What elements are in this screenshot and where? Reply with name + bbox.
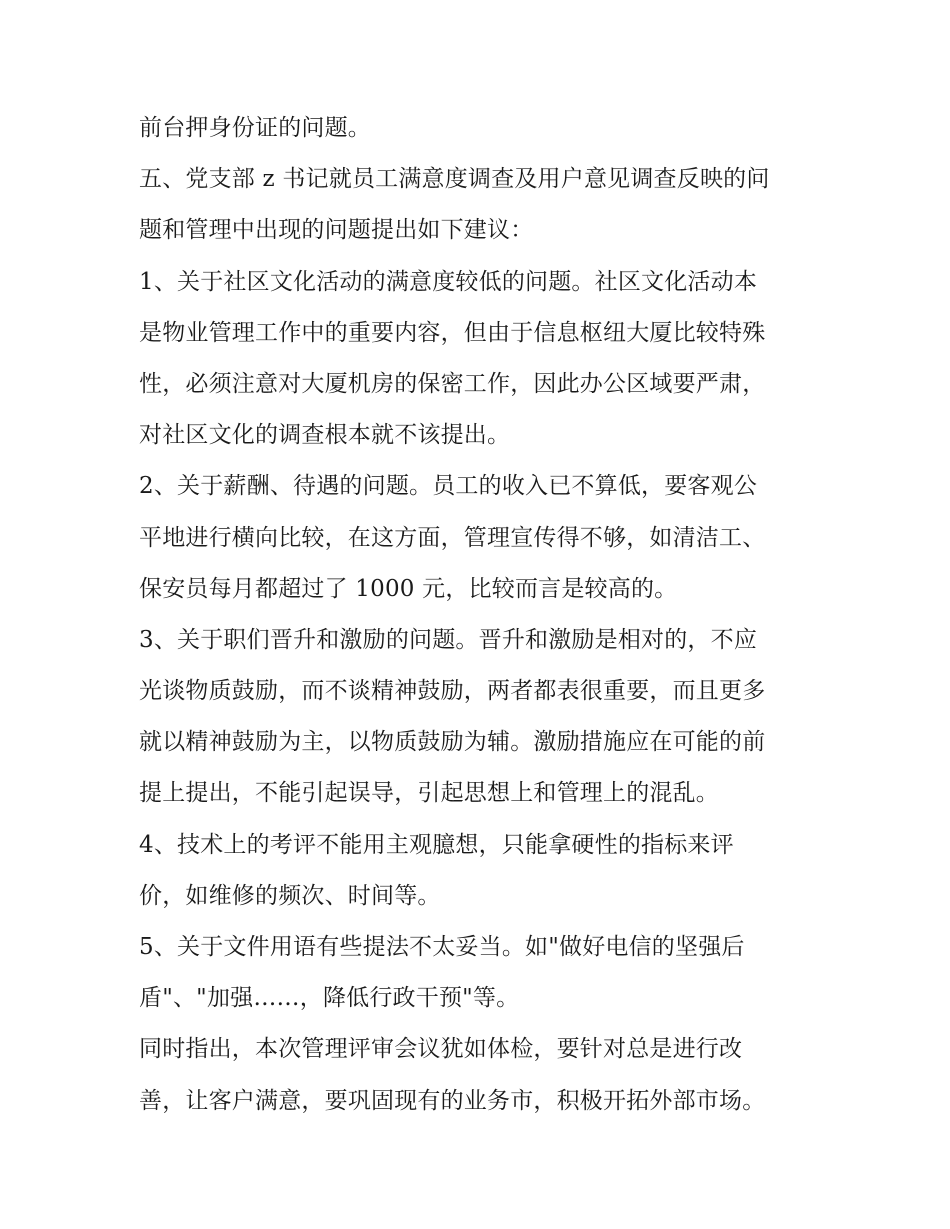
text-line: 题和管理中出现的问题提出如下建议： [139,217,534,244]
text-line: 是物业管理工作中的重要内容，但由于信息枢纽大厦比较特殊 [139,319,766,346]
text-line: 价，如维修的频次、时间等。 [139,882,441,909]
text-line: 平地进行横向比较，在这方面，管理宣传得不够，如清洁工、 [139,524,766,551]
text-line: 2、关于薪酬、待遇的问题。员工的收入已不算低，要客观公 [139,473,758,500]
text-line: 前台押身份证的问题。 [139,115,371,141]
text-line: 保安员每月都超过了 1000 元，比较而言是较高的。 [139,575,678,602]
text-line: 同时指出，本次管理评审会议犹如体检，要针对总是进行改 [139,1036,743,1063]
text-line: 盾"、"加强……，降低行政干预"等。 [139,985,520,1012]
text-line: 1、关于社区文化活动的满意度较低的问题。社区文化活动本 [139,268,758,295]
text-line: 光谈物质鼓励，而不谈精神鼓励，两者都表很重要，而且更多 [139,678,766,705]
text-line: 五、党支部 z 书记就员工满意度调查及用户意见调查反映的问 [139,166,770,193]
text-line: 对社区文化的调查根本就不该提出。 [139,422,511,449]
text-line: 性，必须注意对大厦机房的保密工作，因此办公区域要严肃， [139,370,766,397]
text-line: 3、关于职们晋升和激励的问题。晋升和激励是相对的，不应 [139,626,758,653]
text-line: 就以精神鼓励为主，以物质鼓励为辅。激励措施应在可能的前 [139,729,766,756]
text-line: 5、关于文件用语有些提法不太妥当。如"做好电信的坚强后 [139,934,745,960]
document-body [139,103,829,1127]
text-line: 提上提出，不能引起误导，引起思想上和管理上的混乱。 [139,780,719,807]
text-line: 善，让客户满意，要巩固现有的业务市，积极开拓外部市场。 [139,1087,766,1114]
text-line: 4、技术上的考评不能用主观臆想，只能拿硬性的指标来评 [139,831,734,858]
